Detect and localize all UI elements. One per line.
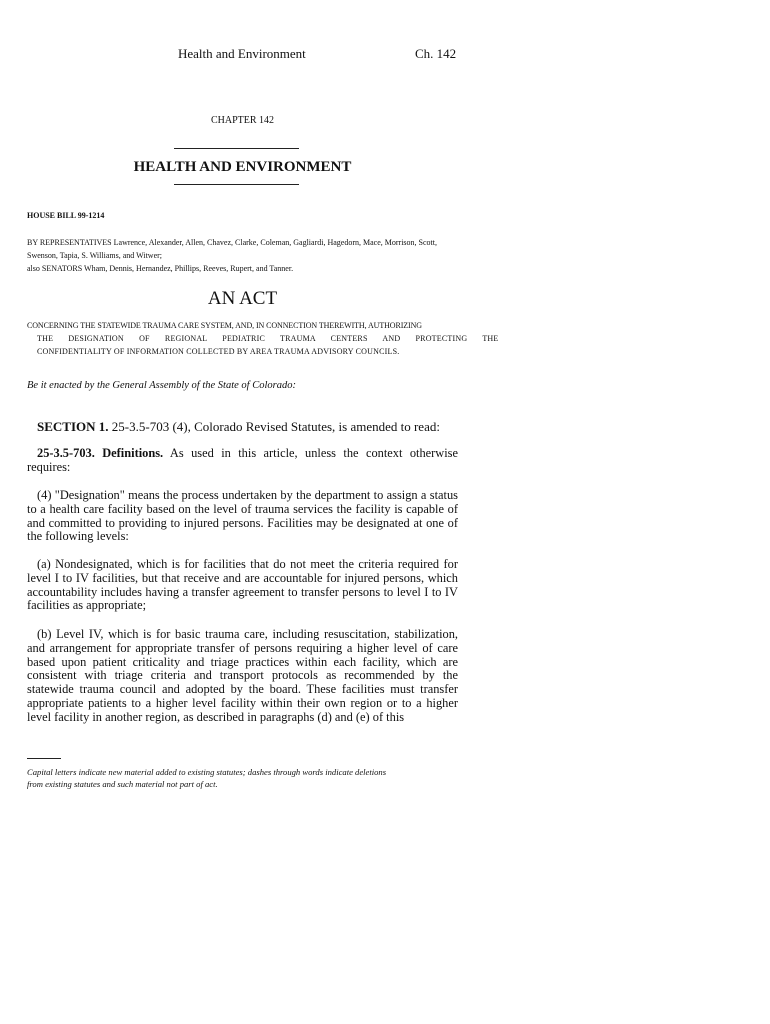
concerning-line-1: CONCERNING THE STATEWIDE TRAUMA CARE SYSTEM, AND, IN CONNECTION THEREWITH, AUTHORIZING <box>27 321 422 330</box>
concerning-line-2: THE DESIGNATION OF REGIONAL PEDIATRIC TRAUMA CENTERS AND PROTECTING THE <box>37 334 499 343</box>
chapter-ref: Ch. 142 <box>415 46 457 61</box>
chapter-title: HEALTH AND ENVIRONMENT <box>133 159 352 175</box>
running-title: Health and Environment <box>178 46 306 61</box>
footnote-line-1: Capital letters indicate new material added to existing statutes; dashes through words indicate deletions <box>27 767 387 777</box>
title-rule-top <box>174 148 299 149</box>
paragraph-4: (4) "Designation" means the process undertaken by the department to assign a status to a health care facility based on the level of trauma services the facility is capable of and committed to providing to injured persons. Facilities may be designated at one of the following levels: <box>27 488 458 544</box>
footnote-rule <box>27 758 61 759</box>
sponsors-line-2: Swenson, Tapia, S. Williams, and Witwer; <box>27 251 163 260</box>
enacting-clause: Be it enacted by the General Assembly of the State of Colorado: <box>27 380 296 391</box>
act-heading: AN ACT <box>207 288 278 309</box>
section-1-text: 25-3.5-703 (4), Colorado Revised Statutes, is amended to read: <box>111 419 440 434</box>
definitions-text: As used in this article, unless the context otherwise requires: <box>27 446 458 474</box>
footnote-line-2: from existing statutes and such material not part of act. <box>27 779 218 789</box>
definitions-paragraph <box>27 447 458 475</box>
section-1 <box>37 419 440 435</box>
bill-number: HOUSE BILL 99-1214 <box>27 211 105 220</box>
concerning-line-3: CONFIDENTIALITY OF INFORMATION COLLECTED BY AREA TRAUMA ADVISORY COUNCILS. <box>37 347 400 356</box>
title-rule-bottom <box>174 184 299 185</box>
paragraph-b: (b) Level IV, which is for basic trauma care, including resuscitation, stabilization, and arrangement for appropriate transfer of persons requiring a higher level of care based upon patient criticality and triage practices within each facility, which are consistent with triage criteria and transport protocols as recommended by the statewide trauma council and adopted by the board. These facilities must transfer appropriate patients to a higher level facility within their own region or to a higher level facility in another region, as described in paragraphs (d) and (e) of this <box>27 627 458 724</box>
section-1-label: SECTION 1. <box>37 419 109 434</box>
sponsors-line-3: also SENATORS Wham, Dennis, Hernandez, Phillips, Reeves, Rupert, and Tanner. <box>27 264 294 273</box>
definitions-label: 25-3.5-703. Definitions. <box>37 446 164 460</box>
sponsors-line-1: BY REPRESENTATIVES Lawrence, Alexander, Allen, Chavez, Clarke, Coleman, Gagliardi, Hagedorn, Mace, Morrison, Scott, <box>27 238 437 247</box>
chapter-label: CHAPTER 142 <box>210 115 275 126</box>
paragraph-a: (a) Nondesignated, which is for facilities that do not meet the criteria required for level I to IV facilities, but that receive and are accountable for injured persons, which accountability includes having a transfer agreement to transfer persons to level I to IV facilities as appropriate; <box>27 557 458 613</box>
